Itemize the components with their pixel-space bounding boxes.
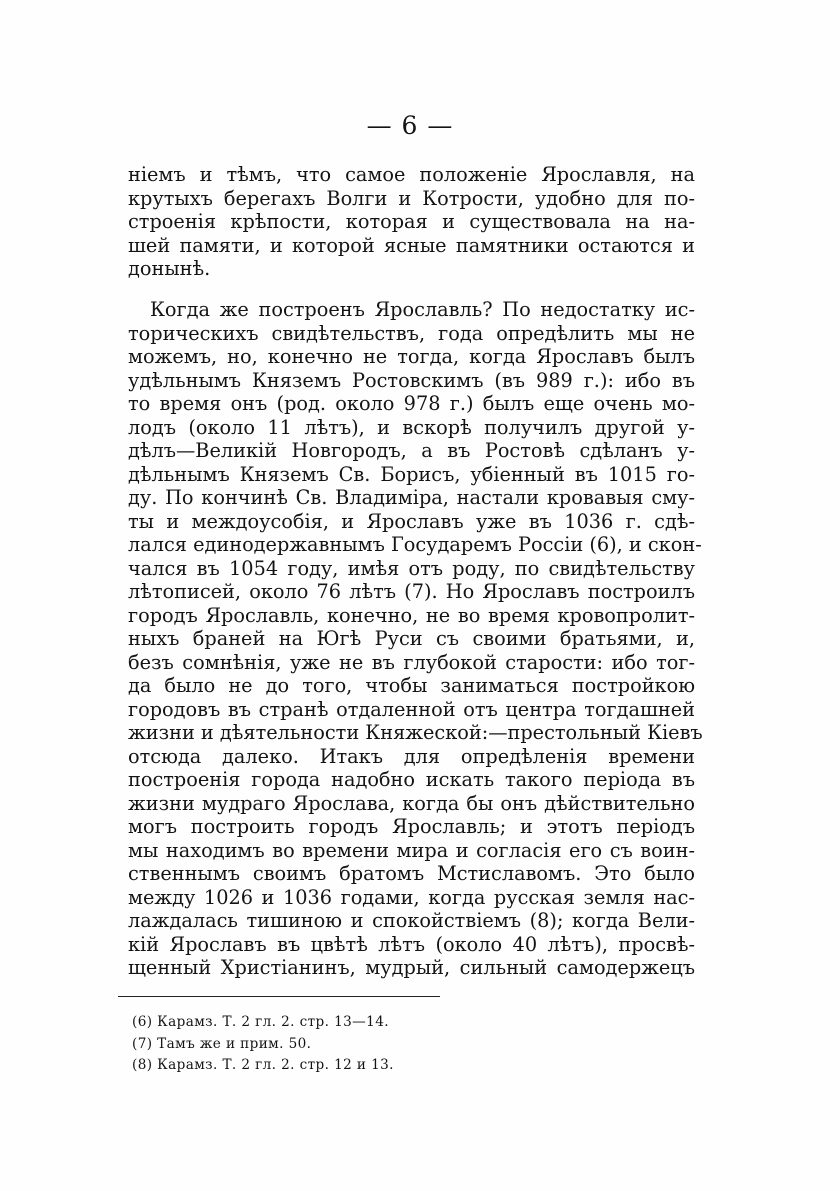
text-line: построенія города надобно искать такого періода въ xyxy=(128,768,695,791)
text-line: чался въ 1054 году, имѣя отъ роду, по свидѣтельству xyxy=(128,556,695,580)
text-line: жизни и дѣятельности Княжеской:—престольный Кіевъ xyxy=(128,721,703,744)
text-line: лался единодержавнымъ Государемъ Россіи (6), и скон- xyxy=(128,533,702,556)
text-line: Когда же построенъ Ярославль? По недостатку ис- xyxy=(150,298,695,321)
text-line: мы находимъ во времени мира и согласія его съ воин- xyxy=(128,838,695,862)
footnote: (6) Карамз. Т. 2 гл. 2. стр. 13—14. xyxy=(132,1014,389,1030)
text-line: жизни мудраго Ярослава, когда бы онъ дѣйствительно xyxy=(128,791,695,815)
text-line: торическихъ свидѣтельствъ, года опредѣлить мы не xyxy=(128,321,695,345)
text-line: между 1026 и 1036 годами, когда русская земля нас- xyxy=(128,885,695,909)
footnotes xyxy=(132,1012,692,1077)
text-line: удѣльнымъ Княземъ Ростовскимъ (въ 989 г.): ибо въ xyxy=(128,368,695,392)
text-line: дѣлъ—Великій Новгородъ, а въ Ростовѣ сдѣланъ у- xyxy=(128,439,695,462)
text-line: могъ построить городъ Ярославль; и этотъ періодъ xyxy=(128,815,695,838)
text-line: щенный Христіанинъ, мудрый, сильный самодержецъ xyxy=(128,956,695,979)
text-line: да было не до того, чтобы заниматься постройкою xyxy=(128,674,695,697)
text-line: отсюда далеко. Итакъ для опредѣленія времени xyxy=(128,744,695,768)
text-line: кій Ярославъ въ цвѣтѣ лѣтъ (около 40 лѣтъ), просвѣ- xyxy=(128,932,695,956)
text-line: лаждалась тишиною и спокойствіемъ (8); когда Вели- xyxy=(128,909,695,932)
text-line: можемъ, но, конечно не тогда, когда Ярославъ былъ xyxy=(128,345,695,368)
text-line: строенія крѣпости, которая и существовала на на- xyxy=(128,210,695,233)
text-line: крутыхъ берегахъ Волги и Котрости, удобно для по- xyxy=(128,186,695,210)
text-line: донынѣ. xyxy=(128,257,211,280)
text-line: то время онъ (род. около 978 г.) былъ еще очень мо- xyxy=(128,392,695,415)
text-line: дѣльнымъ Княземъ Св. Борисъ, убіенный въ 1015 го- xyxy=(128,462,695,486)
footnote: (7) Тамъ же и прим. 50. xyxy=(132,1035,312,1052)
text-line: ныхъ браней на Югѣ Руси съ своими братьями, и, xyxy=(128,627,695,650)
paragraph-continuation xyxy=(128,163,695,281)
paragraph-main xyxy=(128,298,703,980)
footnote-divider xyxy=(118,996,440,997)
text-line: безъ сомнѣнія, уже не въ глубокой старости: ибо тог- xyxy=(128,650,695,674)
text-line: городъ Ярославль, конечно, не во время кровопролит- xyxy=(128,603,695,627)
page-number: — 6 — xyxy=(366,111,454,140)
text-line: ты и междоусобія, и Ярославъ уже въ 1036 г. сдѣ- xyxy=(128,509,695,533)
text-line: ственнымъ своимъ братомъ Мстиславомъ. Это было xyxy=(128,862,695,885)
text-line: ніемъ и тѣмъ, что самое положеніе Ярославля, на xyxy=(128,163,695,186)
text-line: шей памяти, и которой ясные памятники остаются и xyxy=(128,233,695,257)
text-line: городовъ въ странѣ отдаленной отъ центра тогдашней xyxy=(128,697,695,721)
footnote: (8) Карамз. Т. 2 гл. 2. стр. 12 и 13. xyxy=(132,1057,394,1073)
text-line: ду. По кончинѣ Св. Владиміра, настали кровавыя сму- xyxy=(128,486,695,509)
text-line: лодъ (около 11 лѣтъ), и вскорѣ получилъ другой у- xyxy=(128,415,695,439)
text-line: лѣтописей, около 76 лѣтъ (7). Но Ярославъ построилъ xyxy=(128,580,695,603)
